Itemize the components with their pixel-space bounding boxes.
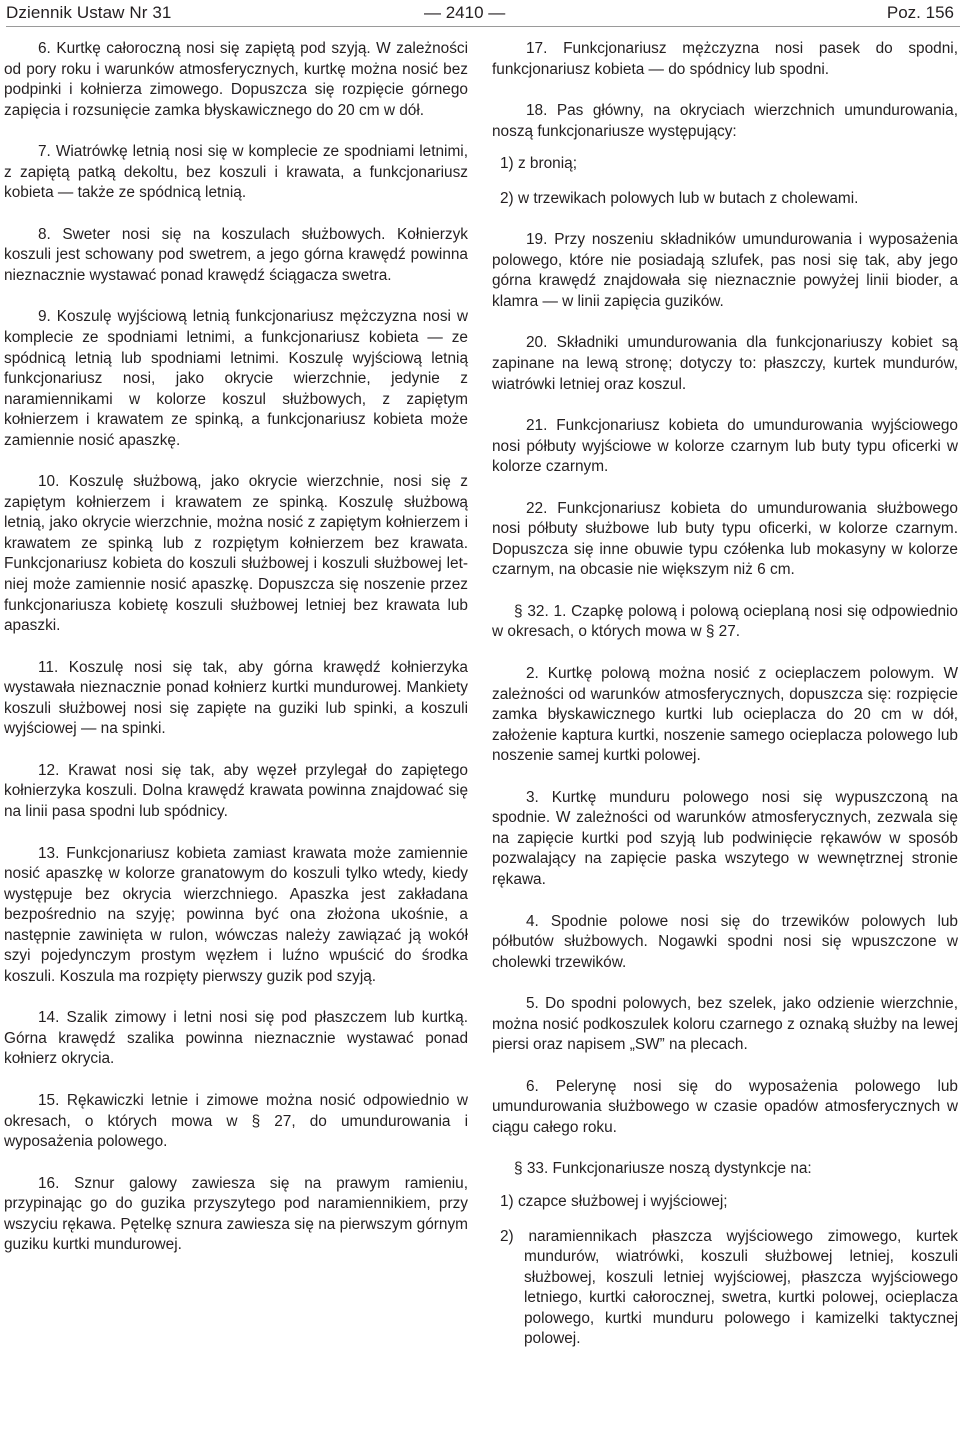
paragraph: 11. Koszulę nosi się tak, aby górna krawędź kołnierzyka wystawała nieznacznie ponad kołnierz kurtki mundurowej. Mankiety koszuli służbowej nosi się zapięte na guziki lub spinki, a koszuli wyjściowej — na spinki. [4, 658, 468, 738]
paragraph: 13. Funkcjonariusz kobieta zamiast krawata może zamiennie nosić apaszkę w kolorze granatowym do koszuli tylko wtedy, kiedy występuje bez okrycia wierzchniego. Apaszka jest zakładana bezpośrednio na szyję; powinna być ona złożona ukośnie, a następnie zawinięta w rulon, wówczas należy zawiązać ją wokół szyi pojedynczym prostym węzłem i luźno wpuścić do środka koszuli. Koszula ma rozpięty pierwszy guzik pod szyją. [4, 844, 468, 985]
paragraph: 18. Pas główny, na okryciach wierzchnich umundurowania, noszą funkcjonariusze występujący: [492, 102, 958, 140]
paragraph: 16. Sznur galowy zawiesza się na prawym ramieniu, przypinając go do guzika przyszytego pod naramiennikiem, przy wszyciu rękawa. Pętelkę sznura zawiesza się na pierwszym górnym guziku kurtki mundurowej. [4, 1174, 468, 1254]
paragraph: 19. Przy noszeniu składników umundurowania i wyposażenia polowego, które nie posiadają szlufek, pas nosi się tak, aby jego górna krawędź znajdowała się nieznacznie powyżej linii bioder, a klamra — w linii zapięcia guzików. [492, 231, 958, 310]
paragraph: 21. Funkcjonariusz kobieta do umundurowania wyjściowego nosi półbuty wyjściowe w kolorze czarnym lub buty typu oficerki w kolorze czarnym. [492, 417, 958, 476]
list-item: 2) naramiennikach płaszcza wyjściowego zimowego, kurtek mundurów, wiatrówki, koszuli służbowej letniej, koszuli służbowej, koszuli letniej wyjściowej, płaszcza wyjściowego letniego, kurtki całorocznej, swetra, kurtki polowej, ocieplacza polowego, kurtki munduru polowego i kamizelki taktycznej polowej. [500, 1227, 958, 1348]
paragraph: 3. Kurtkę munduru polowego nosi się wypuszczoną na spodnie. W zależności od warunków atmosferycznych, zezwala się na zapięcie kurtki pod szyją lub podwinięcie rękawów w sposób pozwalający na zapięcie paska wszytego w wewnętrznej stronie rękawa. [492, 788, 958, 888]
paragraph: 20. Składniki umundurowania dla funkcjonariuszy kobiet są zapinane na lewą stronę; dotyczy to: płaszczy, kurtek mundurów, wiatrówki letniej oraz koszul. [492, 334, 958, 393]
paragraph: 15. Rękawiczki letnie i zimowe można nosić odpowiednio w okresach, o których mowa w § 27, do umundurowania i wyposażenia polowego. [4, 1091, 468, 1151]
list-item: 1) z bronią; [500, 155, 577, 173]
paragraph: 22. Funkcjonariusz kobieta do umundurowania służbowego nosi półbuty służbowe lub buty typu oficerki, w kolorze czarnym. Dopuszcza się inne obuwie typu czółenka lub mokasyny w kolorze czarnym, na obcasie nie większym niż 6 cm. [492, 499, 958, 579]
journal-title: Dziennik Ustaw Nr 31 [6, 3, 172, 22]
list-item: 2) w trzewikach polowych lub w butach z cholewami. [500, 189, 859, 207]
header-divider [6, 26, 960, 27]
paragraph: 2. Kurtkę polową można nosić z ocieplaczem polowym. W zależności od warunków atmosferycznych, dopuszcza się: rozpięcie zamka błyskawicznego kurtki lub ocieplacza do 20 cm w dół, założenie kaptura kurtki, noszenie samego ocieplacza polowego lub noszenie samej kurtki polowej. [492, 665, 958, 765]
paragraph: 6. Pelerynę nosi się do wyposażenia polowego lub umundurowania służbowego w czasie opadów atmosferycznych w ciągu całego roku. [492, 1077, 958, 1136]
page-header [0, 0, 960, 28]
paragraph: 4. Spodnie polowe nosi się do trzewików polowych lub półbutów służbowych. Nogawki spodni nosi się wpuszczone w cholewki trzewików. [492, 912, 958, 971]
paragraph: 14. Szalik zimowy i letni nosi się pod płaszczem lub kurtką. Górna krawędź szalika powinna nieznacznie wystawać ponad kołnierz okrycia. [4, 1009, 468, 1068]
paragraph: 6. Kurtkę całoroczną nosi się zapiętą pod szyją. W zależności od pory roku i warunków atmosferycznych, kurtkę można nosić bez podpinki i kołnierza zimowego. Dopuszcza się rozpięcie górnego zapięcia i rozsunięcie zamka błyskawicznego do 20 cm w dół. [4, 40, 468, 119]
paragraph: 17. Funkcjonariusz mężczyzna nosi pasek do spodni, funkcjonariusz kobieta — do spódnicy lub spodni. [492, 40, 958, 78]
left-column [4, 39, 468, 1277]
section-paragraph: § 33. Funkcjonariusze noszą dystynkcje na: [514, 1160, 812, 1178]
paragraph: 12. Krawat nosi się tak, aby węzeł przylegał do zapiętego kołnierzyka koszuli. Dolna krawędź krawata powinna znajdować się na linii pasa spodni lub spódnicy. [4, 761, 468, 820]
paragraph: 8. Sweter nosi się na koszulach służbowych. Kołnierzyk koszuli jest schowany pod swetrem, a jego górna krawędź powinna nieznacznie wystawać ponad krawędź ściągacza swetra. [4, 225, 468, 284]
list-item: 1) czapce służbowej i wyjściowej; [500, 1192, 728, 1210]
paragraph: 9. Koszulę wyjściową letnią funkcjonariusz mężczyzna nosi w komplecie ze spodniami letnimi, a funkcjonariusz kobieta — ze spódnicą letnią lub spodniami letnimi. Koszulę wyjściową letnią funkcjonariusz nosi, jako okrycie wierzchnie, jedynie z naramiennikami w kolorze koszul służbowych, z zapiętym kołnierzem i krawatem ze spinką, a funkcjonariusz kobieta może zamiennie nosić apaszkę. [4, 308, 468, 449]
page-number: — 2410 — [424, 3, 506, 22]
position-number: Poz. 156 [886, 3, 954, 22]
right-column [492, 39, 958, 1371]
paragraph: 10. Koszulę służbową, jako okrycie wierzchnie, nosi się z zapiętym kołnierzem i krawatem ze spinką. Koszulę służbową letnią, jako okrycie wierzchnie, można nosić z zapiętym kołnierzem i krawatem ze spinką lub z rozpiętym kołnierzem bez krawata. Funkcjonariusz kobieta do koszuli służbowej i koszuli służbowej letniej może zamiennie nosić apaszkę. Dopuszcza się noszenie przez funkcjonariusza kobietę koszuli służbowej letniej bez krawata lub apaszki. [4, 473, 468, 635]
section-paragraph: § 32. 1. Czapkę polową i polową ocieplaną nosi się odpowiednio w okresach, o których mowa w § 27. [492, 602, 958, 641]
paragraph: 7. Wiatrówkę letnią nosi się w komplecie ze spodniami letnimi, z zapiętą patką dekoltu, bez koszuli i krawata, a funkcjonariusz kobieta — także ze spódnicą letnią. [4, 143, 468, 202]
paragraph: 5. Do spodni polowych, bez szelek, jako odzienie wierzchnie, można nosić podkoszulek koloru czarnego z oznaką służby na lewej piersi oraz napisem „SW” na plecach. [492, 995, 958, 1054]
